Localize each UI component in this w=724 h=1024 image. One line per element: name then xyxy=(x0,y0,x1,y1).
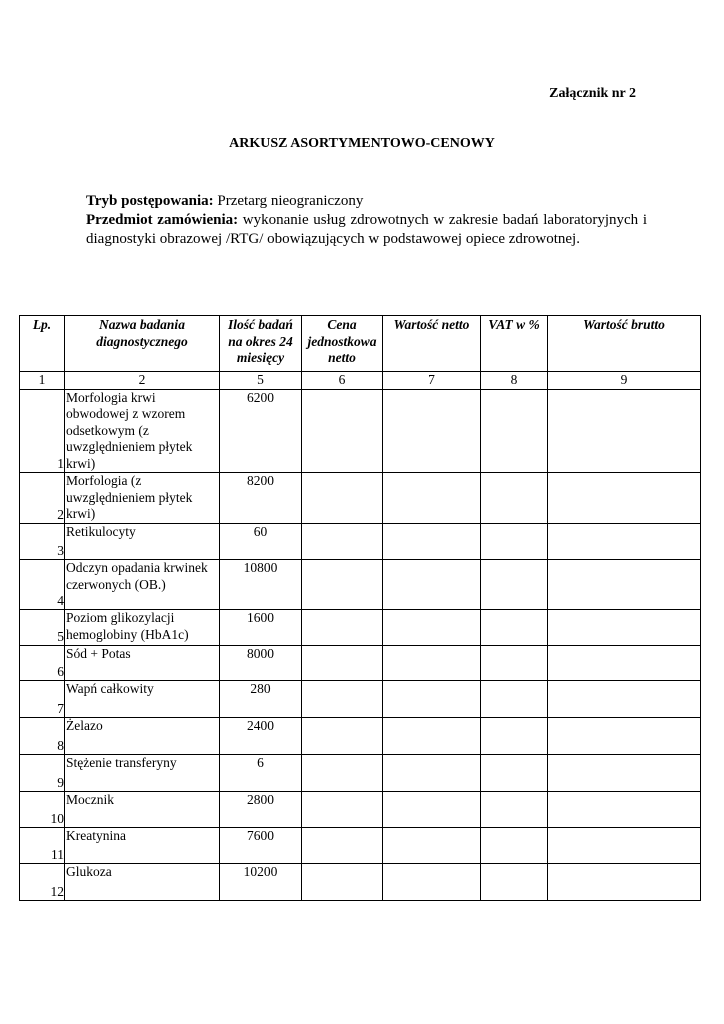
row-net-value xyxy=(383,473,481,524)
row-vat xyxy=(481,473,548,524)
row-gross-value xyxy=(548,681,701,718)
row-net-value xyxy=(383,610,481,646)
row-lp: 5 xyxy=(20,610,65,646)
row-net-value xyxy=(383,864,481,901)
table-row xyxy=(20,681,701,718)
row-vat xyxy=(481,610,548,646)
row-net-value xyxy=(383,718,481,755)
row-lp: 11 xyxy=(20,828,65,864)
column-number: 2 xyxy=(65,372,220,390)
row-vat xyxy=(481,864,548,901)
row-vat xyxy=(481,718,548,755)
table-row xyxy=(20,755,701,792)
row-test-name: Poziom glikozylacji hemoglobiny (HbA1c) xyxy=(65,610,220,646)
row-unit-price xyxy=(302,473,383,524)
col-header-gross-value: Wartość brutto xyxy=(548,316,701,372)
price-table xyxy=(19,315,701,901)
row-vat xyxy=(481,828,548,864)
row-test-name: Mocznik xyxy=(65,792,220,828)
row-lp: 10 xyxy=(20,792,65,828)
row-unit-price xyxy=(302,828,383,864)
row-net-value xyxy=(383,828,481,864)
row-test-name: Morfologia (z uwzględnieniem płytek krwi) xyxy=(65,473,220,524)
row-gross-value xyxy=(548,389,701,473)
column-number: 7 xyxy=(383,372,481,390)
column-number: 1 xyxy=(20,372,65,390)
row-unit-price xyxy=(302,646,383,681)
subject-value: wykonanie usług zdrowotnych w zakresie badań laboratoryjnych i diagnostyki obrazowej /RTG/ obowiązujących w podstawowej opiece zdrowotnej. xyxy=(86,212,648,247)
row-test-name: Morfologia krwi obwodowej z wzorem odsetkowym (z uwzględnieniem płytek krwi) xyxy=(65,389,220,473)
row-lp: 8 xyxy=(20,718,65,755)
table-row xyxy=(20,389,701,473)
procedure-mode-value: Przetarg nieograniczony xyxy=(217,193,364,209)
document-title: ARKUSZ ASORTYMENTOWO-CENOWY xyxy=(229,136,495,151)
row-unit-price xyxy=(302,681,383,718)
row-test-name: Glukoza xyxy=(65,864,220,901)
row-gross-value xyxy=(548,755,701,792)
procedure-mode-line xyxy=(86,192,647,211)
row-vat xyxy=(481,755,548,792)
row-gross-value xyxy=(548,560,701,610)
row-test-name: Żelazo xyxy=(65,718,220,755)
row-vat xyxy=(481,646,548,681)
table-row xyxy=(20,524,701,560)
row-quantity: 10800 xyxy=(220,560,302,610)
row-lp: 2 xyxy=(20,473,65,524)
col-header-name: Nazwa badania diagnostycznego xyxy=(65,316,220,372)
col-header-unit-price: Cena jednostkowa netto xyxy=(302,316,383,372)
row-lp: 3 xyxy=(20,524,65,560)
table-row xyxy=(20,864,701,901)
row-vat xyxy=(481,560,548,610)
row-quantity: 280 xyxy=(220,681,302,718)
row-gross-value xyxy=(548,828,701,864)
col-header-quantity: Ilość badań na okres 24 miesięcy xyxy=(220,316,302,372)
row-net-value xyxy=(383,792,481,828)
row-net-value xyxy=(383,560,481,610)
row-quantity: 60 xyxy=(220,524,302,560)
row-quantity: 8200 xyxy=(220,473,302,524)
row-vat xyxy=(481,681,548,718)
procedure-mode-label: Tryb postępowania: xyxy=(86,193,214,209)
col-header-net-value: Wartość netto xyxy=(383,316,481,372)
row-net-value xyxy=(383,755,481,792)
row-quantity: 6200 xyxy=(220,389,302,473)
row-net-value xyxy=(383,646,481,681)
row-unit-price xyxy=(302,560,383,610)
row-vat xyxy=(481,792,548,828)
column-number-row xyxy=(20,372,701,390)
row-unit-price xyxy=(302,755,383,792)
table-row xyxy=(20,646,701,681)
table-row xyxy=(20,473,701,524)
column-number: 6 xyxy=(302,372,383,390)
row-gross-value xyxy=(548,610,701,646)
header-row xyxy=(20,316,701,372)
subject-label: Przedmiot zamówienia: xyxy=(86,212,239,228)
column-number: 5 xyxy=(220,372,302,390)
row-unit-price xyxy=(302,792,383,828)
row-unit-price xyxy=(302,718,383,755)
row-test-name: Odczyn opadania krwinek czerwonych (OB.) xyxy=(65,560,220,610)
row-lp: 1 xyxy=(20,389,65,473)
procurement-intro xyxy=(86,192,647,249)
table-row xyxy=(20,610,701,646)
row-unit-price xyxy=(302,610,383,646)
col-header-vat: VAT w % xyxy=(481,316,548,372)
row-lp: 9 xyxy=(20,755,65,792)
table-row xyxy=(20,828,701,864)
row-lp: 12 xyxy=(20,864,65,901)
row-gross-value xyxy=(548,792,701,828)
table-row xyxy=(20,792,701,828)
row-net-value xyxy=(383,681,481,718)
row-quantity: 2800 xyxy=(220,792,302,828)
subject-line xyxy=(86,211,647,249)
row-vat xyxy=(481,524,548,560)
row-quantity: 8000 xyxy=(220,646,302,681)
row-test-name: Sód + Potas xyxy=(65,646,220,681)
row-unit-price xyxy=(302,524,383,560)
row-lp: 4 xyxy=(20,560,65,610)
row-unit-price xyxy=(302,389,383,473)
row-test-name: Kreatynina xyxy=(65,828,220,864)
row-net-value xyxy=(383,524,481,560)
row-test-name: Stężenie transferyny xyxy=(65,755,220,792)
row-quantity: 6 xyxy=(220,755,302,792)
table-row xyxy=(20,718,701,755)
row-quantity: 1600 xyxy=(220,610,302,646)
row-gross-value xyxy=(548,646,701,681)
row-quantity: 7600 xyxy=(220,828,302,864)
row-quantity: 2400 xyxy=(220,718,302,755)
table-row xyxy=(20,560,701,610)
row-vat xyxy=(481,389,548,473)
row-lp: 6 xyxy=(20,646,65,681)
attachment-number: Załącznik nr 2 xyxy=(549,86,636,101)
row-gross-value xyxy=(548,718,701,755)
column-number: 8 xyxy=(481,372,548,390)
column-number: 9 xyxy=(548,372,701,390)
row-gross-value xyxy=(548,864,701,901)
row-net-value xyxy=(383,389,481,473)
row-test-name: Wapń całkowity xyxy=(65,681,220,718)
row-quantity: 10200 xyxy=(220,864,302,901)
row-test-name: Retikulocyty xyxy=(65,524,220,560)
row-lp: 7 xyxy=(20,681,65,718)
row-unit-price xyxy=(302,864,383,901)
row-gross-value xyxy=(548,473,701,524)
col-header-lp: Lp. xyxy=(20,316,65,372)
row-gross-value xyxy=(548,524,701,560)
